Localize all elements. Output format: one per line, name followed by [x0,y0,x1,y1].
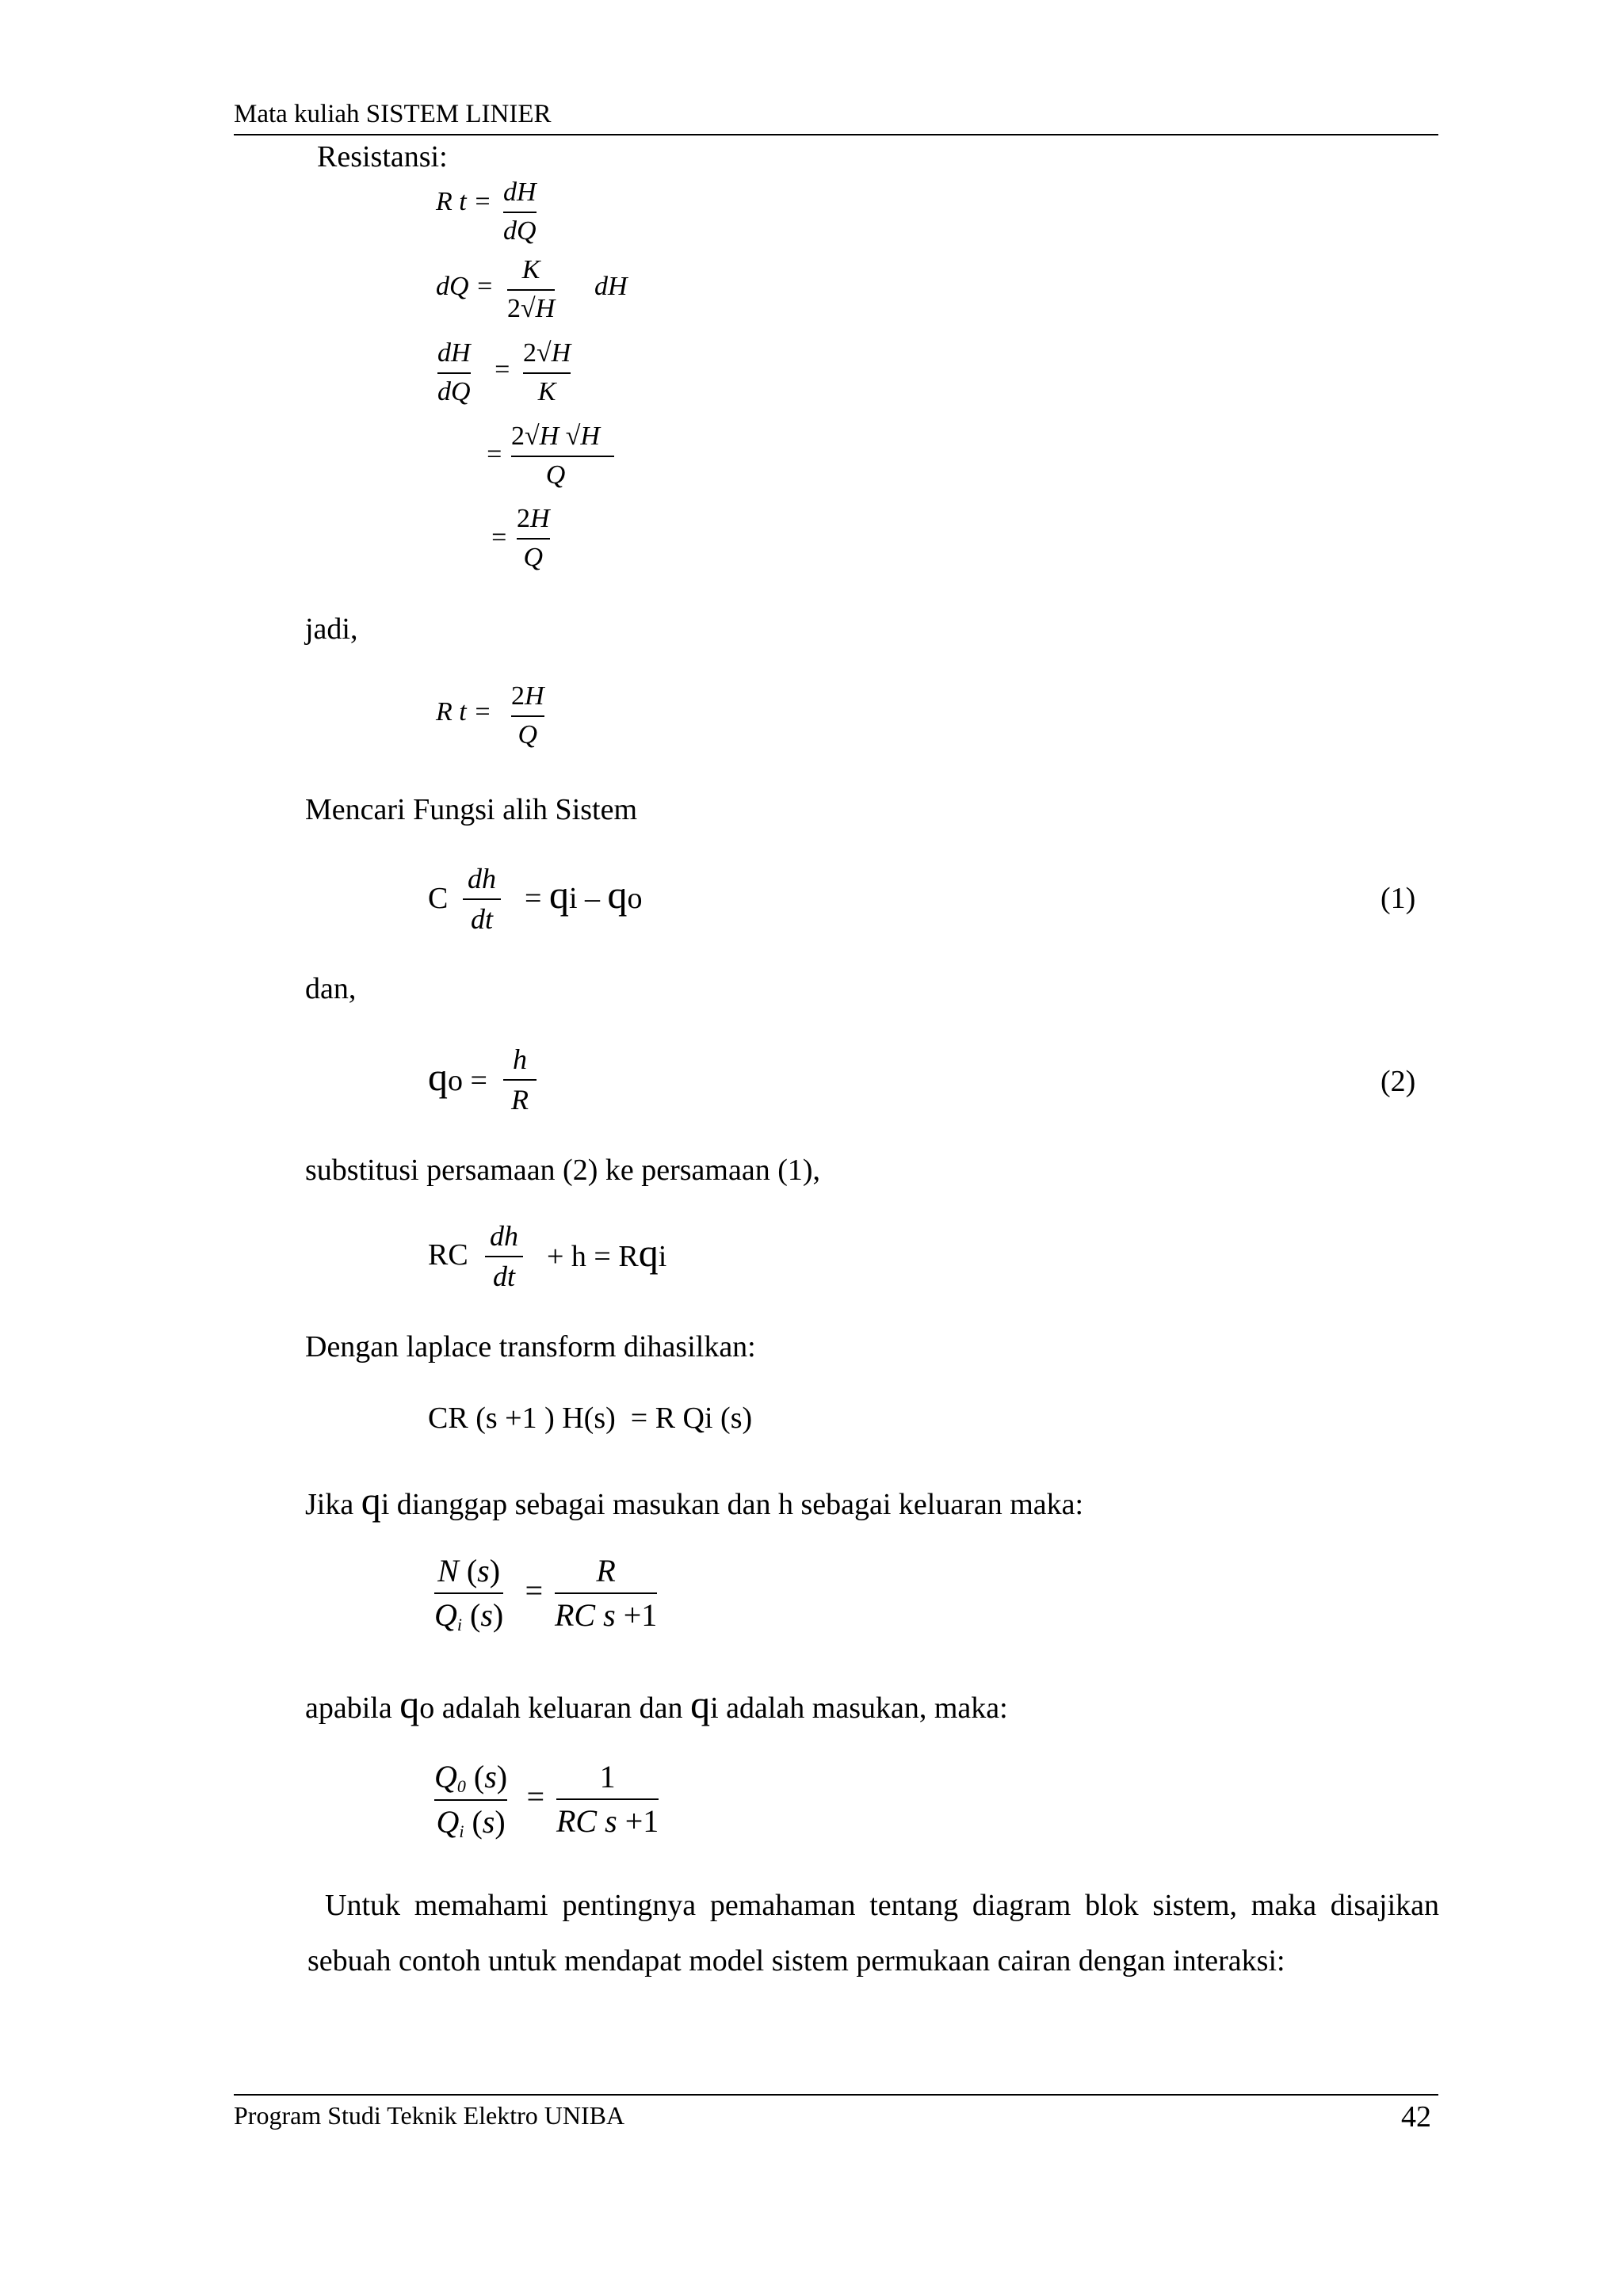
eq-dhdq-rhs: 2√H K [523,338,571,406]
apabila-prefix: apabila [305,1691,400,1725]
jika-rest: i dianggap sebagai masukan dan h sebagai keluaran maka: [380,1488,1084,1521]
footer-rule [234,2094,1438,2096]
apabila-sentence [305,1681,1008,1727]
eq1-rhs: = qi – qo [525,872,643,917]
eq3-rc: RC [428,1238,468,1272]
eq4-rhs-fraction: R RC s +1 [555,1553,658,1633]
eq4-equals: = [523,1573,544,1608]
eq2-number: (2) [1381,1065,1416,1098]
eq3-fraction: dh dt [490,1219,518,1295]
substitusi-label: substitusi persamaan (2) ke persamaan (1), [305,1154,821,1187]
eq-rt-result-lhs: R t = [436,697,492,727]
eq-dq-lhs: dQ = [436,272,494,301]
header-rule [234,134,1438,135]
eq-dq-fraction: K 2√H [507,255,556,323]
eq-rt-definition: R t = [436,187,492,216]
jika-prefix: Jika [305,1488,361,1521]
laplace-equation: CR (s +1 ) H(s) = R Qi (s) [428,1402,753,1435]
apabila-q2: q [690,1682,711,1726]
eq-dq-rhs: dH [594,272,628,301]
eq1-number: (1) [1381,882,1416,915]
jika-q: q [361,1478,381,1523]
eq-step-e-fraction: 2H Q [517,504,550,572]
eq-dhdq-fraction: dH dQ [437,338,471,406]
closing-paragraph: Untuk memahami pentingnya pemahaman tentang diagram blok sistem, maka disajikan sebuah contoh untuk mendapat model sistem permukaan cairan dengan interaksi: [307,1889,1439,1978]
eq5-equals: = [525,1779,546,1814]
eq5-rhs-fraction: 1 RC s +1 [556,1759,659,1839]
apabila-q1: q [399,1682,420,1726]
apabila-mid: o adalah keluaran dan [419,1691,691,1725]
footer-page-number: 42 [1401,2100,1431,2134]
page-header-title: Mata kuliah SISTEM LINIER [234,100,552,128]
jadi-label: jadi, [305,612,358,646]
eq3-rhs: + h = Rqi [547,1230,667,1275]
jika-sentence [305,1478,1083,1524]
eq4-lhs-fraction: N (s) $Q_i$ (s) [434,1553,504,1634]
eq-dhdq-equals: = [493,355,511,384]
eq-rt-result-fraction: 2H Q [511,681,544,749]
eq-step-d-equals: = [485,440,503,469]
eq1-fraction: dh dt [468,861,496,937]
eq-step-e-equals: = [490,523,508,552]
dan-label: dan, [305,972,357,1005]
laplace-label: Dengan laplace transform dihasilkan: [305,1330,756,1363]
resistansi-label: Resistansi: [317,140,448,174]
eq1-c: C [428,882,449,915]
mencari-label: Mencari Fungsi alih Sistem [305,793,638,826]
eq2-lhs: qo = [428,1055,487,1099]
eq5-lhs-fraction: $Q_0$ (s) $Q_i$ (s) [434,1759,508,1841]
eq2-fraction: h R [511,1042,529,1118]
apabila-rest: i adalah masukan, maka: [710,1691,1008,1725]
eq-step-d-fraction: 2√H √H Q [511,420,600,492]
eq-rt-fraction: dH dQ [503,177,537,246]
footer-program: Program Studi Teknik Elektro UNIBA [234,2101,625,2130]
